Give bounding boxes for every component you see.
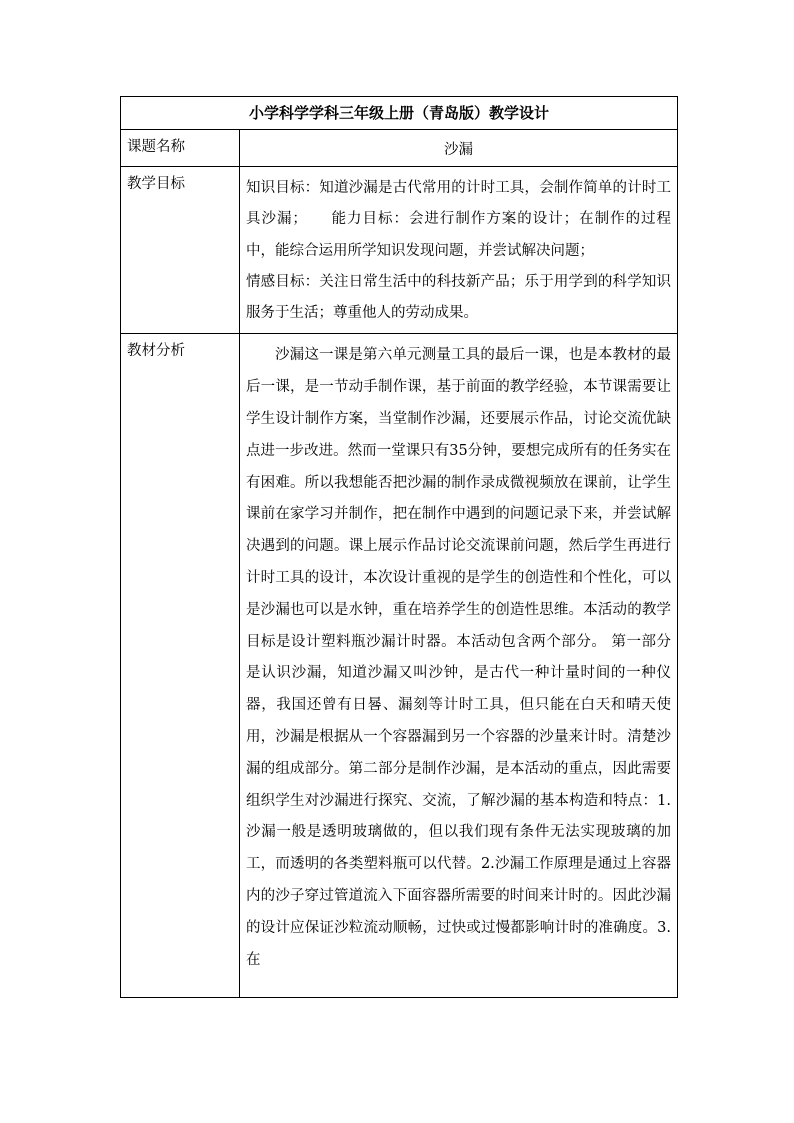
material-analysis-label: 教材分析 — [121, 334, 240, 998]
teaching-goals-row — [121, 167, 678, 334]
lesson-name-value: 沙漏 — [240, 130, 678, 167]
lesson-name-row — [121, 130, 678, 167]
teaching-goals-cell — [240, 167, 678, 334]
material-analysis-text: 沙漏这一课是第六单元测量工具的最后一课，也是本教材的最后一课，是一节动手制作课，基于前面的教学经验，本节课需要让学生设计制作方案，当堂制作沙漏，还要展示作品，讨论交流优缺点进一步改进。然而一堂课只有35分钟，要想完成所有的任务实在有困难。所以我想能否把沙漏的制作录成微视频放在课前，让学生课前在家学习并制作，把在制作中遇到的问题记录下来，并尝试解决遇到的问题。课上展示作品讨论交流课前问题，然后学生再进行计时工具的设计，本次设计重视的是学生的创造性和个性化，可以是沙漏也可以是水钟，重在培养学生的创造性思维。本活动的教学目标是设计塑料瓶沙漏计时器。本活动包含两个部分。 第一部分是认识沙漏，知道沙漏又叫沙钟，是古代一种计量时间的一种仪器，我国还曾有日晷、漏刻等计时工具，但只能在白天和晴天使用，沙漏是根据从一个容器漏到另一个容器的沙量来计时。清楚沙漏的组成部分。第二部分是制作沙漏，是本活动的重点，因此需要组织学生对沙漏进行探究、交流，了解沙漏的基本构造和特点：1.沙漏一般是透明玻璃做的，但以我们现有条件无法实现玻璃的加工，而透明的各类塑料瓶可以代替。2.沙漏工作原理是通过上容器内的沙子穿过管道流入下面容器所需要的时间来计时的。因此沙漏的设计应保证沙粒流动顺畅，过快或过慢都影响计时的准确度。3.在 — [246, 347, 672, 968]
document-title: 小学科学学科三年级上册（青岛版）教学设计 — [121, 97, 678, 130]
emotion-goal-text: 情感目标：关注日常生活中的科技新产品；乐于用学到的科学知识服务于生活；尊重他人的劳动成果。 — [246, 273, 672, 322]
lesson-plan-table — [120, 96, 678, 998]
material-analysis-cell — [240, 334, 678, 998]
material-analysis-row — [121, 334, 678, 998]
lesson-name-label: 课题名称 — [121, 130, 240, 167]
title-row — [121, 97, 678, 130]
teaching-goals-label: 教学目标 — [121, 167, 240, 334]
knowledge-goal-text: 知识目标：知道沙漏是古代常用的计时工具，会制作简单的计时工具沙漏； 能力目标：会进行制作方案的设计；在制作的过程中，能综合运用所学知识发现问题，并尝试解决问题； — [246, 180, 672, 259]
